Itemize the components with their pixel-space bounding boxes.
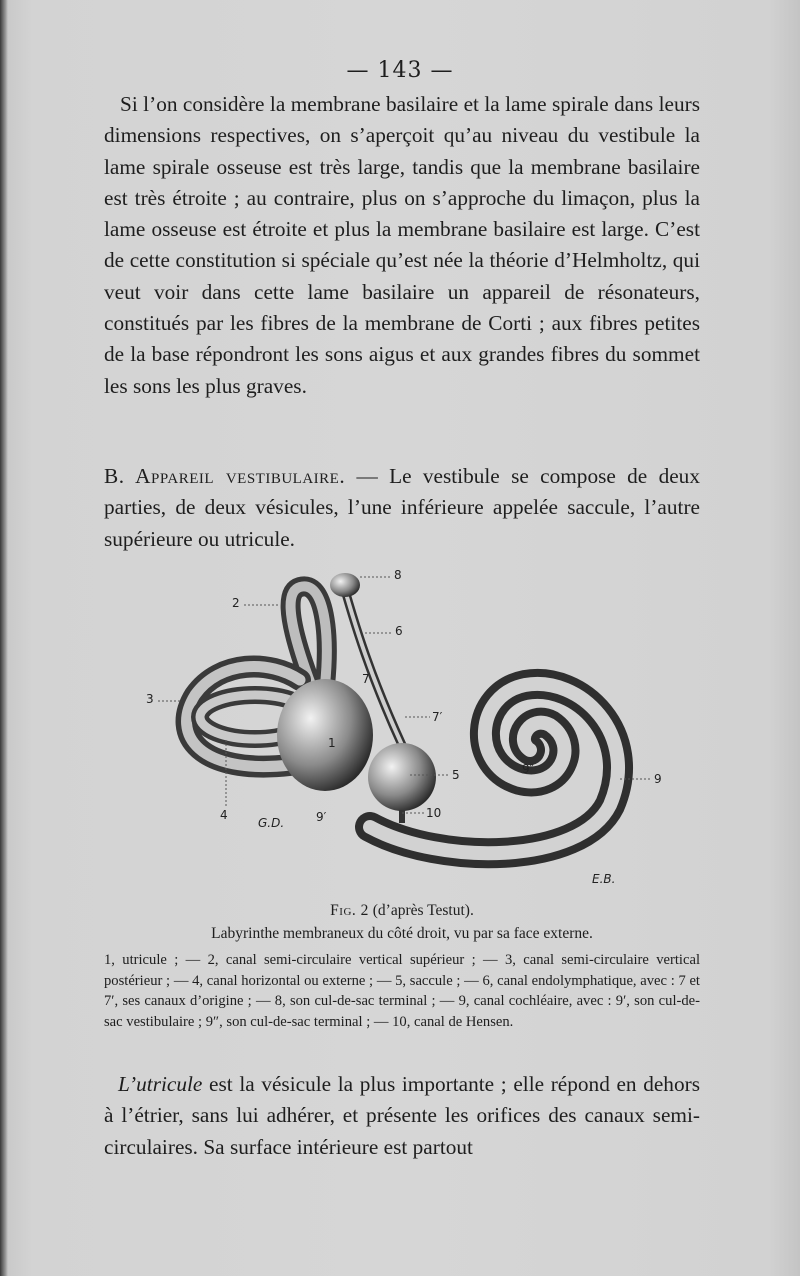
label-2: 2 [232,596,240,610]
label-9-prime: 9′ [316,810,327,824]
figure-caption [104,900,700,1032]
endolymphatic-sac [330,573,360,597]
figure-legend: 1, utricule ; — 2, canal semi-circulaire vertical supérieur ; — 3, canal semi-circulaire vertical postérieur ; — 4, canal horizontal ou externe ; — 5, saccule ; — 6, canal endolymphatique, avec : 7 et 7′, ses canaux d’origine ; — 8, son cul-de-sac terminal ; — 9, canal cochléaire, avec : 9′, son cul-de-sac vestibulaire ; 9″, son cul-de-sac terminal ; — 10, canal de Hensen. [104,952,700,1030]
signature-right: E.B. [592,872,616,886]
label-9-double-prime: 9″ [522,762,535,776]
section-appareil-vestibulaire [104,461,700,555]
page-number: — 143 — [346,58,454,83]
paragraph-text: est la vésicule la plus importante ; elle répond en dehors à l’étrier, sans lui adhérer, et présente les orifices des canaux semi-circulaires. Sa surface intérieure est partout [104,1072,700,1159]
figure-label: Fig. 2 [330,902,369,919]
page-binding-edge [0,0,8,1276]
label-5: 5 [452,768,460,782]
caption-title [104,900,700,922]
section-heading: B. Appareil vestibulaire. [104,464,346,488]
section-text: — Le vestibule se compose de deux parties, de deux vésicules, l’une inférieure appelée saccule, l’autre supérieure ou utricule. [104,464,700,551]
label-8: 8 [394,568,402,582]
label-6: 6 [395,624,403,638]
label-7: 7 [362,672,370,686]
caption-subtitle: Labyrinthe membraneux du côté droit, vu par sa face externe. [211,925,593,942]
label-3: 3 [146,692,154,706]
label-1: 1 [328,736,336,750]
label-10: 10 [426,806,442,820]
label-7-prime: 7′ [432,710,443,724]
figure-source: (d’après Testut). [368,902,474,919]
saccule-shape [368,743,436,811]
utricle-shape [277,679,373,791]
label-4: 4 [220,808,228,822]
paragraph-text: Si l’on considère la membrane basilaire et la lame spirale dans leurs dimensions respectives, on s’aperçoit qu’au niveau du vestibule la lame spirale osseuse est très large, tandis que la membrane basilaire est très étroite ; au contraire, plus on s’approche du limaçon, plus la lame osseuse est étroite et plus la membrane basilaire est large. C’est de cette constitution si spéciale qu’est née la théorie d’Helmholtz, qui veut voir dans cette lame basilaire un appareil de résonateurs, constitués par les fibres de la membrane de Corti ; aux fibres petites de la base répondront les sons aigus et aux grandes fibres du sommet les sons les plus graves. [104,92,700,398]
labyrinth-figure [140,565,680,895]
paragraph-utricule [104,1069,700,1163]
paragraph-helmholtz [104,89,700,402]
signature-left: G.D. [258,816,285,830]
italic-term: L’utricule [118,1072,203,1096]
label-9: 9 [654,772,662,786]
